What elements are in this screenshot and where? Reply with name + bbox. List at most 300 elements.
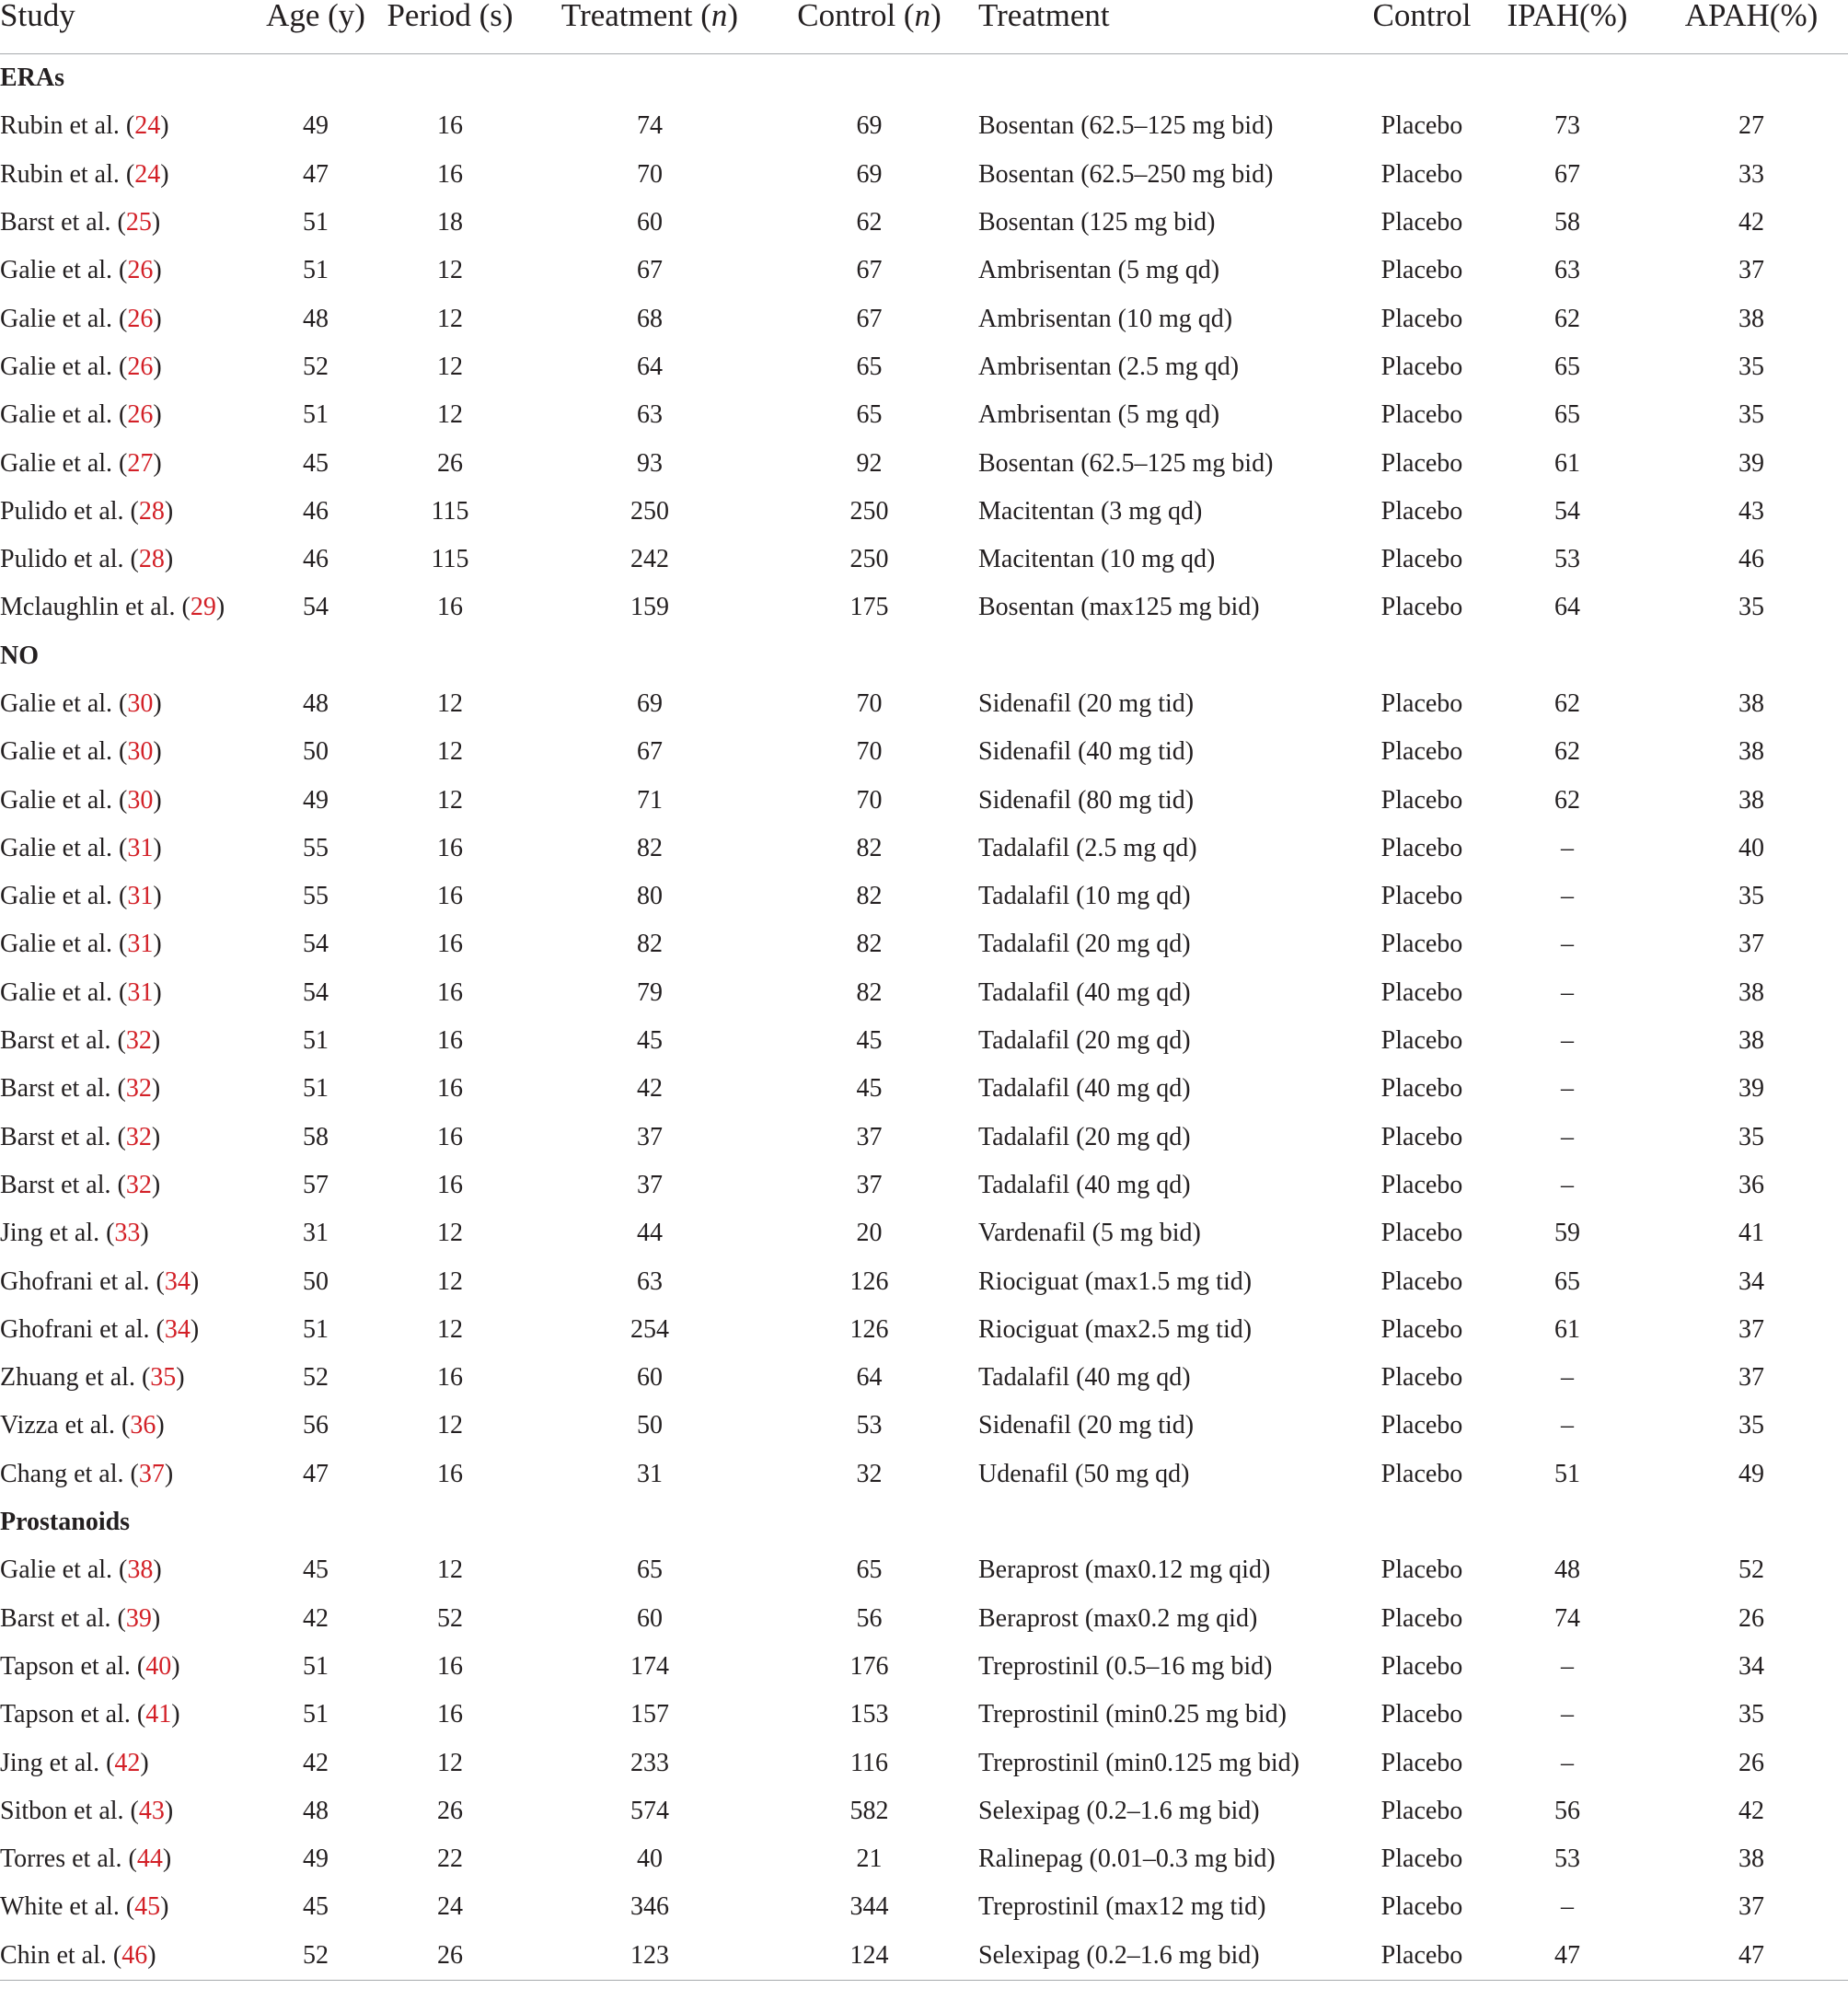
study-ref-close: ) [151, 1170, 161, 1199]
cell-study [0, 1354, 256, 1402]
cell-age: 58 [303, 1122, 329, 1151]
cell-treatment: Beraprost (max0.12 mg qid) [978, 1555, 1271, 1585]
study-ref-close: ) [153, 977, 162, 1007]
cell-study [0, 199, 256, 247]
cell-age: 51 [303, 256, 329, 285]
table-row [0, 247, 1848, 295]
cell-ipah: 74 [1554, 1603, 1580, 1633]
reference-link[interactable]: 26 [127, 352, 154, 381]
cell-period: 16 [437, 1459, 463, 1488]
cell-period: 115 [431, 545, 469, 574]
cell-period: 16 [437, 1074, 463, 1104]
cell-age: 51 [303, 1026, 329, 1056]
study-ref-close: ) [151, 1026, 161, 1056]
cell-age: 45 [303, 448, 329, 478]
cell-period: 16 [437, 593, 463, 622]
cell-treatment: Tadalafil (40 mg qd) [978, 1363, 1191, 1393]
cell-control-n: 65 [856, 352, 883, 381]
cell-treatment: Riociguat (max1.5 mg tid) [978, 1266, 1253, 1296]
cell-age: 45 [303, 1555, 329, 1585]
cell-apah: 37 [1738, 256, 1764, 285]
study-ref-close: ) [153, 930, 162, 959]
reference-link[interactable]: 32 [125, 1074, 152, 1104]
cell-treatment-n: 79 [637, 977, 663, 1007]
cell-control-n: 65 [856, 400, 883, 430]
study-author: Galie et al. ( [0, 737, 128, 767]
cell-ipah: 51 [1554, 1459, 1580, 1488]
study-ref-close: ) [190, 1266, 200, 1296]
cell-study [0, 1932, 256, 1981]
study-ref-close: ) [153, 256, 162, 285]
cell-control-n: 175 [849, 593, 889, 622]
cell-period: 16 [437, 930, 463, 959]
reference-link[interactable]: 35 [150, 1363, 177, 1393]
study-author: Galie et al. ( [0, 977, 128, 1007]
cell-ipah: 62 [1554, 304, 1580, 333]
table-row [0, 1787, 1848, 1835]
cell-period: 12 [437, 1748, 463, 1777]
cell-ipah: – [1561, 977, 1574, 1007]
group-heading: Prostanoids [0, 1508, 131, 1537]
study-author: Pulido et al. ( [0, 545, 139, 574]
reference-link[interactable]: 44 [136, 1844, 163, 1874]
cell-control-n: 67 [856, 304, 883, 333]
cell-control: Placebo [1380, 977, 1463, 1007]
cell-ipah: 73 [1554, 111, 1580, 141]
cell-control-n: 56 [856, 1603, 883, 1633]
table-row [0, 728, 1848, 776]
cell-control: Placebo [1380, 1603, 1463, 1633]
header-age: Age (y) [256, 0, 375, 54]
cell-age: 42 [303, 1748, 329, 1777]
cell-treatment: Bosentan (62.5–250 mg bid) [978, 159, 1274, 189]
cell-age: 31 [303, 1219, 329, 1248]
reference-link[interactable]: 27 [127, 448, 154, 478]
cell-period: 16 [437, 1700, 463, 1729]
study-ref-close: ) [156, 1411, 165, 1440]
cell-study [0, 1162, 256, 1209]
group-heading-row [0, 1498, 1848, 1546]
reference-link[interactable]: 33 [114, 1219, 141, 1248]
reference-link[interactable]: 30 [127, 785, 154, 815]
cell-period: 52 [437, 1603, 463, 1633]
table-row [0, 1209, 1848, 1257]
cell-apah: 37 [1738, 1363, 1764, 1393]
cell-control-n: 67 [856, 256, 883, 285]
cell-treatment: Tadalafil (40 mg qd) [978, 1074, 1191, 1104]
cell-treatment: Riociguat (max2.5 mg tid) [978, 1314, 1253, 1344]
cell-treatment: Bosentan (max125 mg bid) [978, 593, 1260, 622]
cell-control: Placebo [1380, 689, 1463, 718]
study-author: Zhuang et al. ( [0, 1363, 151, 1393]
study-author: Tapson et al. ( [0, 1700, 146, 1729]
cell-control: Placebo [1380, 1219, 1463, 1248]
cell-control: Placebo [1380, 593, 1463, 622]
cell-age: 52 [303, 352, 329, 381]
cell-treatment-n: 60 [637, 1363, 663, 1393]
reference-link[interactable]: 42 [114, 1748, 141, 1777]
cell-treatment: Tadalafil (2.5 mg qd) [978, 833, 1197, 862]
reference-link[interactable]: 38 [127, 1555, 154, 1585]
cell-control: Placebo [1380, 930, 1463, 959]
study-ref-close: ) [171, 1651, 180, 1681]
cell-study [0, 1595, 256, 1643]
cell-period: 12 [437, 1266, 463, 1296]
cell-treatment-n: 67 [637, 256, 663, 285]
cell-treatment: Tadalafil (40 mg qd) [978, 977, 1191, 1007]
cell-apah: 34 [1738, 1651, 1764, 1681]
cell-control: Placebo [1380, 1170, 1463, 1199]
cell-study [0, 584, 256, 631]
cell-apah: 38 [1738, 1844, 1764, 1874]
reference-link[interactable]: 32 [125, 1170, 152, 1199]
cell-control-n: 69 [856, 159, 883, 189]
cell-period: 12 [437, 1314, 463, 1344]
cell-apah: 41 [1738, 1219, 1764, 1248]
cell-ipah: 56 [1554, 1796, 1580, 1825]
cell-study [0, 1017, 256, 1065]
cell-period: 18 [437, 208, 463, 237]
cell-age: 51 [303, 400, 329, 430]
study-author: Galie et al. ( [0, 785, 128, 815]
study-ref-close: ) [164, 545, 174, 574]
cell-age: 55 [303, 882, 329, 911]
cell-treatment-n: 159 [630, 593, 669, 622]
cell-study [0, 1065, 256, 1113]
cell-treatment-n: 31 [637, 1459, 663, 1488]
study-author: Galie et al. ( [0, 689, 128, 718]
cell-treatment: Bosentan (125 mg bid) [978, 208, 1216, 237]
cell-treatment: Beraprost (max0.2 mg qid) [978, 1603, 1258, 1633]
cell-study [0, 439, 256, 487]
cell-period: 16 [437, 1026, 463, 1056]
cell-study [0, 391, 256, 439]
cell-treatment: Vardenafil (5 mg bid) [978, 1219, 1201, 1248]
cell-apah: 38 [1738, 977, 1764, 1007]
reference-link[interactable]: 43 [138, 1796, 165, 1825]
cell-treatment-n: 157 [630, 1700, 669, 1729]
study-ref-close: ) [140, 1748, 149, 1777]
table-row [0, 343, 1848, 391]
study-ref-close: ) [153, 785, 162, 815]
cell-ipah: 48 [1554, 1555, 1580, 1585]
cell-period: 12 [437, 400, 463, 430]
table-row [0, 488, 1848, 536]
cell-age: 46 [303, 496, 329, 526]
study-ref-close: ) [147, 1940, 156, 1970]
reference-link[interactable]: 24 [134, 159, 161, 189]
cell-age: 52 [256, 1932, 375, 1981]
table-header [0, 0, 1848, 54]
cell-age: 51 [303, 1074, 329, 1104]
study-ref-close: ) [151, 1122, 161, 1151]
reference-link[interactable]: 32 [125, 1026, 152, 1056]
cell-treatment-n: 174 [630, 1651, 669, 1681]
header-row [0, 0, 1848, 54]
study-author: Barst et al. ( [0, 208, 126, 237]
reference-link[interactable]: 31 [127, 930, 154, 959]
cell-control-n: 344 [849, 1892, 889, 1922]
cell-age: 51 [303, 1314, 329, 1344]
reference-link[interactable]: 30 [127, 689, 154, 718]
cell-treatment-n: 574 [630, 1796, 669, 1825]
reference-link[interactable]: 45 [134, 1892, 161, 1922]
cell-apah: 35 [1738, 1700, 1764, 1729]
cell-study [0, 920, 256, 968]
reference-link[interactable]: 26 [127, 256, 154, 285]
header-apah: APAH(%) [1655, 0, 1848, 54]
study-ref-close: ) [162, 1844, 172, 1874]
header-study: Study [0, 0, 256, 54]
cell-treatment-n: 71 [637, 785, 663, 815]
cell-control-n: 37 [856, 1122, 883, 1151]
table-row [0, 1306, 1848, 1354]
cell-age: 52 [303, 1363, 329, 1393]
study-ref-close: ) [153, 689, 162, 718]
cell-age: 51 [303, 1700, 329, 1729]
cell-apah: 35 [1738, 1122, 1764, 1151]
study-ref-close: ) [160, 111, 169, 141]
cell-apah: 38 [1738, 785, 1764, 815]
reference-link[interactable]: 46 [121, 1940, 148, 1970]
table-row [0, 1162, 1848, 1209]
study-author: Torres et al. ( [0, 1844, 137, 1874]
cell-control: Placebo [1380, 1892, 1463, 1922]
cell-treatment: Macitentan (10 mg qd) [978, 545, 1216, 574]
cell-study [0, 1209, 256, 1257]
study-ref-close: ) [153, 737, 162, 767]
reference-link[interactable]: 24 [134, 111, 161, 141]
cell-period: 26 [437, 1796, 463, 1825]
table-row [0, 1595, 1848, 1643]
cell-treatment: Treprostinil (0.5–16 mg bid) [978, 1651, 1273, 1681]
cell-treatment: Ambrisentan (5 mg qd) [978, 400, 1220, 430]
cell-control-n: 32 [856, 1459, 883, 1488]
reference-link[interactable]: 41 [145, 1700, 172, 1729]
cell-ipah: – [1561, 1700, 1574, 1729]
study-ref-close: ) [153, 304, 162, 333]
cell-treatment-n: 82 [637, 833, 663, 862]
study-author: Mclaughlin et al. ( [0, 593, 191, 622]
study-ref-close: ) [164, 1796, 174, 1825]
cell-apah: 35 [1738, 400, 1764, 430]
cell-apah: 40 [1738, 833, 1764, 862]
cell-ipah: – [1561, 1122, 1574, 1151]
study-author: Pulido et al. ( [0, 496, 139, 526]
cell-control-n: 70 [856, 785, 883, 815]
cell-treatment: Tadalafil (10 mg qd) [978, 882, 1191, 911]
cell-ipah: 64 [1554, 593, 1580, 622]
table-row [0, 391, 1848, 439]
reference-link[interactable]: 26 [127, 304, 154, 333]
table-row [0, 776, 1848, 824]
cell-control-n: 70 [856, 689, 883, 718]
cell-control: Placebo [1380, 1026, 1463, 1056]
cell-treatment: Treprostinil (min0.125 mg bid) [978, 1748, 1299, 1777]
cell-ipah: 61 [1554, 1314, 1580, 1344]
cell-study [0, 1691, 256, 1739]
cell-ipah: – [1561, 1074, 1574, 1104]
cell-ipah: – [1561, 882, 1574, 911]
cell-period: 12 [437, 1555, 463, 1585]
cell-age: 51 [303, 1651, 329, 1681]
cell-ipah: 62 [1554, 689, 1580, 718]
cell-treatment-n: 82 [637, 930, 663, 959]
reference-link[interactable]: 28 [138, 496, 165, 526]
cell-treatment: Ambrisentan (5 mg qd) [978, 256, 1220, 285]
cell-apah: 39 [1738, 1074, 1764, 1104]
cell-treatment-n: 63 [637, 1266, 663, 1296]
cell-period: 12 [437, 737, 463, 767]
reference-link[interactable]: 36 [130, 1411, 156, 1440]
reference-link[interactable]: 37 [138, 1459, 165, 1488]
cell-study [0, 1643, 256, 1691]
study-author: Galie et al. ( [0, 448, 128, 478]
cell-treatment: Bosentan (62.5–125 mg bid) [978, 448, 1274, 478]
cell-study [0, 1257, 256, 1305]
cell-ipah: – [1561, 930, 1574, 959]
cell-control: Placebo [1380, 208, 1463, 237]
cell-control-n: 153 [849, 1700, 889, 1729]
cell-control: Placebo [1380, 1796, 1463, 1825]
cell-apah: 35 [1738, 1411, 1764, 1440]
cell-treatment: Selexipag (0.2–1.6 mg bid) [978, 1796, 1260, 1825]
cell-study [0, 295, 256, 342]
group-heading-row [0, 54, 1848, 103]
cell-control: Placebo [1380, 496, 1463, 526]
header-control-n: Control (n) [775, 0, 964, 54]
cell-treatment-n: 233 [630, 1748, 669, 1777]
reference-link[interactable]: 32 [125, 1122, 152, 1151]
cell-treatment: Treprostinil (min0.25 mg bid) [978, 1700, 1287, 1729]
study-author: Jing et al. ( [0, 1748, 115, 1777]
cell-age: 47 [303, 1459, 329, 1488]
cell-apah: 26 [1738, 1748, 1764, 1777]
cell-ipah: 54 [1554, 496, 1580, 526]
cell-age: 48 [303, 1796, 329, 1825]
reference-link[interactable]: 28 [138, 545, 165, 574]
study-author: Ghofrani et al. ( [0, 1266, 165, 1296]
cell-ipah: 62 [1554, 737, 1580, 767]
cell-age: 50 [303, 1266, 329, 1296]
cell-apah: 37 [1738, 1314, 1764, 1344]
cell-period: 16 [437, 977, 463, 1007]
study-ref-close: ) [153, 448, 162, 478]
cell-treatment-n: 70 [637, 159, 663, 189]
cell-age: 54 [303, 977, 329, 1007]
cell-control: Placebo [1380, 737, 1463, 767]
table-row [0, 1739, 1848, 1787]
reference-link[interactable]: 31 [127, 977, 154, 1007]
study-author: Barst et al. ( [0, 1074, 126, 1104]
cell-study [0, 151, 256, 199]
table-row [0, 1354, 1848, 1402]
reference-link[interactable]: 31 [127, 833, 154, 862]
cell-age: 54 [303, 930, 329, 959]
cell-control-n: 116 [850, 1748, 888, 1777]
cell-apah: 26 [1738, 1603, 1764, 1633]
cell-study [0, 1835, 256, 1883]
reference-link[interactable]: 34 [164, 1266, 191, 1296]
cell-ipah: – [1561, 833, 1574, 862]
cell-period: 12 [437, 1411, 463, 1440]
cell-treatment: Ambrisentan (2.5 mg qd) [978, 352, 1240, 381]
cell-treatment: Tadalafil (40 mg qd) [978, 1170, 1191, 1199]
cell-period: 115 [431, 496, 469, 526]
cell-treatment-n: 63 [637, 400, 663, 430]
cell-study [0, 825, 256, 873]
table-row [0, 825, 1848, 873]
table-body [0, 54, 1848, 1981]
reference-link[interactable]: 26 [127, 400, 154, 430]
study-author: Galie et al. ( [0, 833, 128, 862]
cell-control-n: 582 [849, 1796, 889, 1825]
study-author: Sitbon et al. ( [0, 1796, 139, 1825]
cell-period: 12 [437, 689, 463, 718]
cell-study [0, 536, 256, 584]
cell-control-n: 65 [856, 1555, 883, 1585]
study-ref-close: ) [153, 400, 162, 430]
cell-control: Placebo [1380, 1122, 1463, 1151]
cell-control: Placebo [1380, 1844, 1463, 1874]
cell-treatment: Tadalafil (20 mg qd) [978, 1026, 1191, 1056]
reference-link[interactable]: 31 [127, 882, 154, 911]
study-ref-close: ) [164, 1459, 174, 1488]
cell-control: Placebo [1364, 1932, 1480, 1981]
cell-study [0, 1739, 256, 1787]
reference-link[interactable]: 34 [164, 1314, 191, 1344]
cell-control-n: 45 [856, 1074, 883, 1104]
cell-ipah: 65 [1554, 1266, 1580, 1296]
cell-ipah: 65 [1554, 352, 1580, 381]
cell-control: Placebo [1380, 545, 1463, 574]
cell-age: 57 [303, 1170, 329, 1199]
cell-study [0, 680, 256, 728]
cell-apah: 35 [1738, 352, 1764, 381]
reference-link[interactable]: 39 [125, 1603, 152, 1633]
study-ref-close: ) [190, 1314, 200, 1344]
reference-link[interactable]: 29 [190, 593, 216, 622]
cell-control-n: 53 [856, 1411, 883, 1440]
cell-apah: 34 [1738, 1266, 1764, 1296]
cell-control: Placebo [1380, 1074, 1463, 1104]
cell-control: Placebo [1380, 882, 1463, 911]
cell-control-n: 82 [856, 833, 883, 862]
cell-treatment-n: 50 [637, 1411, 663, 1440]
cell-age: 49 [303, 785, 329, 815]
cell-apah: 39 [1738, 448, 1764, 478]
cell-period: 16 [437, 1170, 463, 1199]
cell-control-n: 45 [856, 1026, 883, 1056]
reference-link[interactable]: 40 [145, 1651, 172, 1681]
cell-ipah: 62 [1554, 785, 1580, 815]
study-ref-close: ) [215, 593, 225, 622]
reference-link[interactable]: 25 [125, 208, 152, 237]
cell-apah: 33 [1738, 159, 1764, 189]
cell-apah: 35 [1738, 593, 1764, 622]
table-row [0, 1451, 1848, 1498]
cell-age: 50 [303, 737, 329, 767]
reference-link[interactable]: 30 [127, 737, 154, 767]
cell-control: Placebo [1380, 1748, 1463, 1777]
cell-period: 12 [437, 352, 463, 381]
cell-treatment-n: 68 [637, 304, 663, 333]
cell-period: 16 [437, 833, 463, 862]
cell-treatment-n: 65 [637, 1555, 663, 1585]
table-row [0, 584, 1848, 631]
cell-treatment-n: 37 [637, 1122, 663, 1151]
cell-apah: 49 [1738, 1459, 1764, 1488]
